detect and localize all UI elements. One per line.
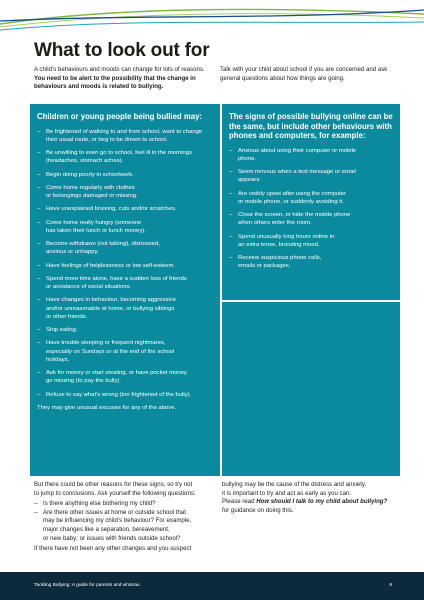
decorative-header-lines: [0, 0, 424, 36]
list-item: – Ask for money or start stealing, or have pocket money go missing (to pay the bully).: [37, 369, 215, 385]
online-signs-column: [229, 112, 395, 276]
list-item: – Are visibly upset after using the computer or mobile phone, or suddenly avoiding it.: [229, 190, 395, 206]
list-item: – Have trouble sleeping or frequent nightmares, especially on Sundays or at the end of the school holidays.: [37, 339, 215, 364]
questions-list: [34, 500, 214, 543]
list-item: – Come home really hungry (someone has taken their lunch or lunch money).: [37, 219, 215, 235]
page-footer: [0, 572, 424, 600]
list-item: – Spend unusually long hours online in an extra tense, brooding mood.: [229, 233, 395, 249]
page-title: What to look out for: [34, 40, 210, 61]
intro-left-bold: You need to be alert to the possibility that the change in behaviours and moods is related to bullying.: [34, 74, 196, 91]
header-line-teal: [0, 22, 424, 30]
intro-left-text: A child’s behaviours and moods can change for lots of reasons.: [34, 66, 205, 73]
bottom-left-paragraph-2: If there have not been any other changes and you suspect: [34, 545, 192, 553]
list-item: – Seem nervous when a text message or email appears.: [229, 168, 395, 184]
bottom-right-column: [222, 481, 398, 517]
bullied-signs-heading: Children or young people being bullied may:: [37, 112, 203, 121]
online-signs-heading: The signs of possible bullying online can be the same, but include other behaviours with phones and computers, for example:: [229, 112, 393, 141]
bottom-right-paragraph: [222, 481, 398, 515]
intro-left: [34, 66, 212, 92]
list-item: – Refuse to say what’s wrong (too frightened of the bully).: [37, 391, 215, 399]
online-signs-list: [229, 147, 395, 271]
bullied-signs-column: [37, 112, 215, 412]
bottom-left-column: [34, 481, 214, 556]
list-item: – Be unwilling to even go to school, feel ill in the mornings (headaches, stomach aches).: [37, 149, 215, 165]
list-item: – Stop eating.: [37, 326, 215, 334]
list-item: – Be frightened of walking to and from school, want to change their usual route, or beg to be driven to school.: [37, 128, 215, 144]
list-item: – Are there other issues at home or outside school that may be influencing my child’s behaviour? For example, major changes like a separation, bereavement, or new baby; or issues with friends outside school?: [34, 509, 214, 543]
guide-reference-link[interactable]: How should I talk to my child about bullying?: [256, 498, 388, 506]
list-item: – Begin doing poorly in schoolwork.: [37, 171, 215, 179]
bottom-right-text-2: for guidance on doing this.: [222, 506, 294, 514]
list-item: – Have feelings of helplessness or low self-esteem.: [37, 262, 215, 270]
bullied-signs-list: [37, 128, 215, 399]
list-item: – Close the screen, or hide the mobile phone when others enter the room.: [229, 211, 395, 227]
list-item: – Come home regularly with clothes or belongings damaged or missing.: [37, 184, 215, 200]
intro-right: Talk with your child about school if you are concerned and ask general questions about how things are going.: [220, 66, 388, 82]
list-item: – Receive suspicious phone calls, emails or packages.: [229, 254, 395, 270]
bullied-signs-closing: They may give unusual excuses for any of the above.: [37, 404, 177, 411]
signs-panel: [30, 104, 400, 476]
panel-vertical-divider: [220, 104, 222, 476]
panel-horizontal-divider: [221, 300, 400, 302]
bottom-left-paragraph-1: But there could be other reasons for these signs, so try not to jump to conclusions. Ask yourself the following questions:: [34, 481, 196, 497]
footer-title: Tackling Bullying: A guide for parents and whānau: [34, 583, 140, 588]
list-item: – Become withdrawn (not talking), distressed, anxious or unhappy.: [37, 240, 215, 256]
page-number: 9: [389, 583, 392, 588]
list-item: – Have unexplained bruising, cuts and/or scratches.: [37, 205, 215, 213]
list-item: – Spend more time alone, have a sudden loss of friends or avoidance of social situations.: [37, 275, 215, 291]
header-line-lightgreen: [0, 14, 424, 27]
list-item: – Is there anything else bothering my child?: [34, 500, 214, 509]
list-item: – Anxious about using their computer or mobile phone.: [229, 147, 395, 163]
list-item: – Have changes in behaviour, becoming aggressive and/or unreasonable at home, or bullying siblings or other friends.: [37, 296, 215, 321]
bottom-right-text-1: bullying may be the cause of the distress and anxiety, it is important to try and act as early as you can. Please read: [222, 481, 367, 506]
